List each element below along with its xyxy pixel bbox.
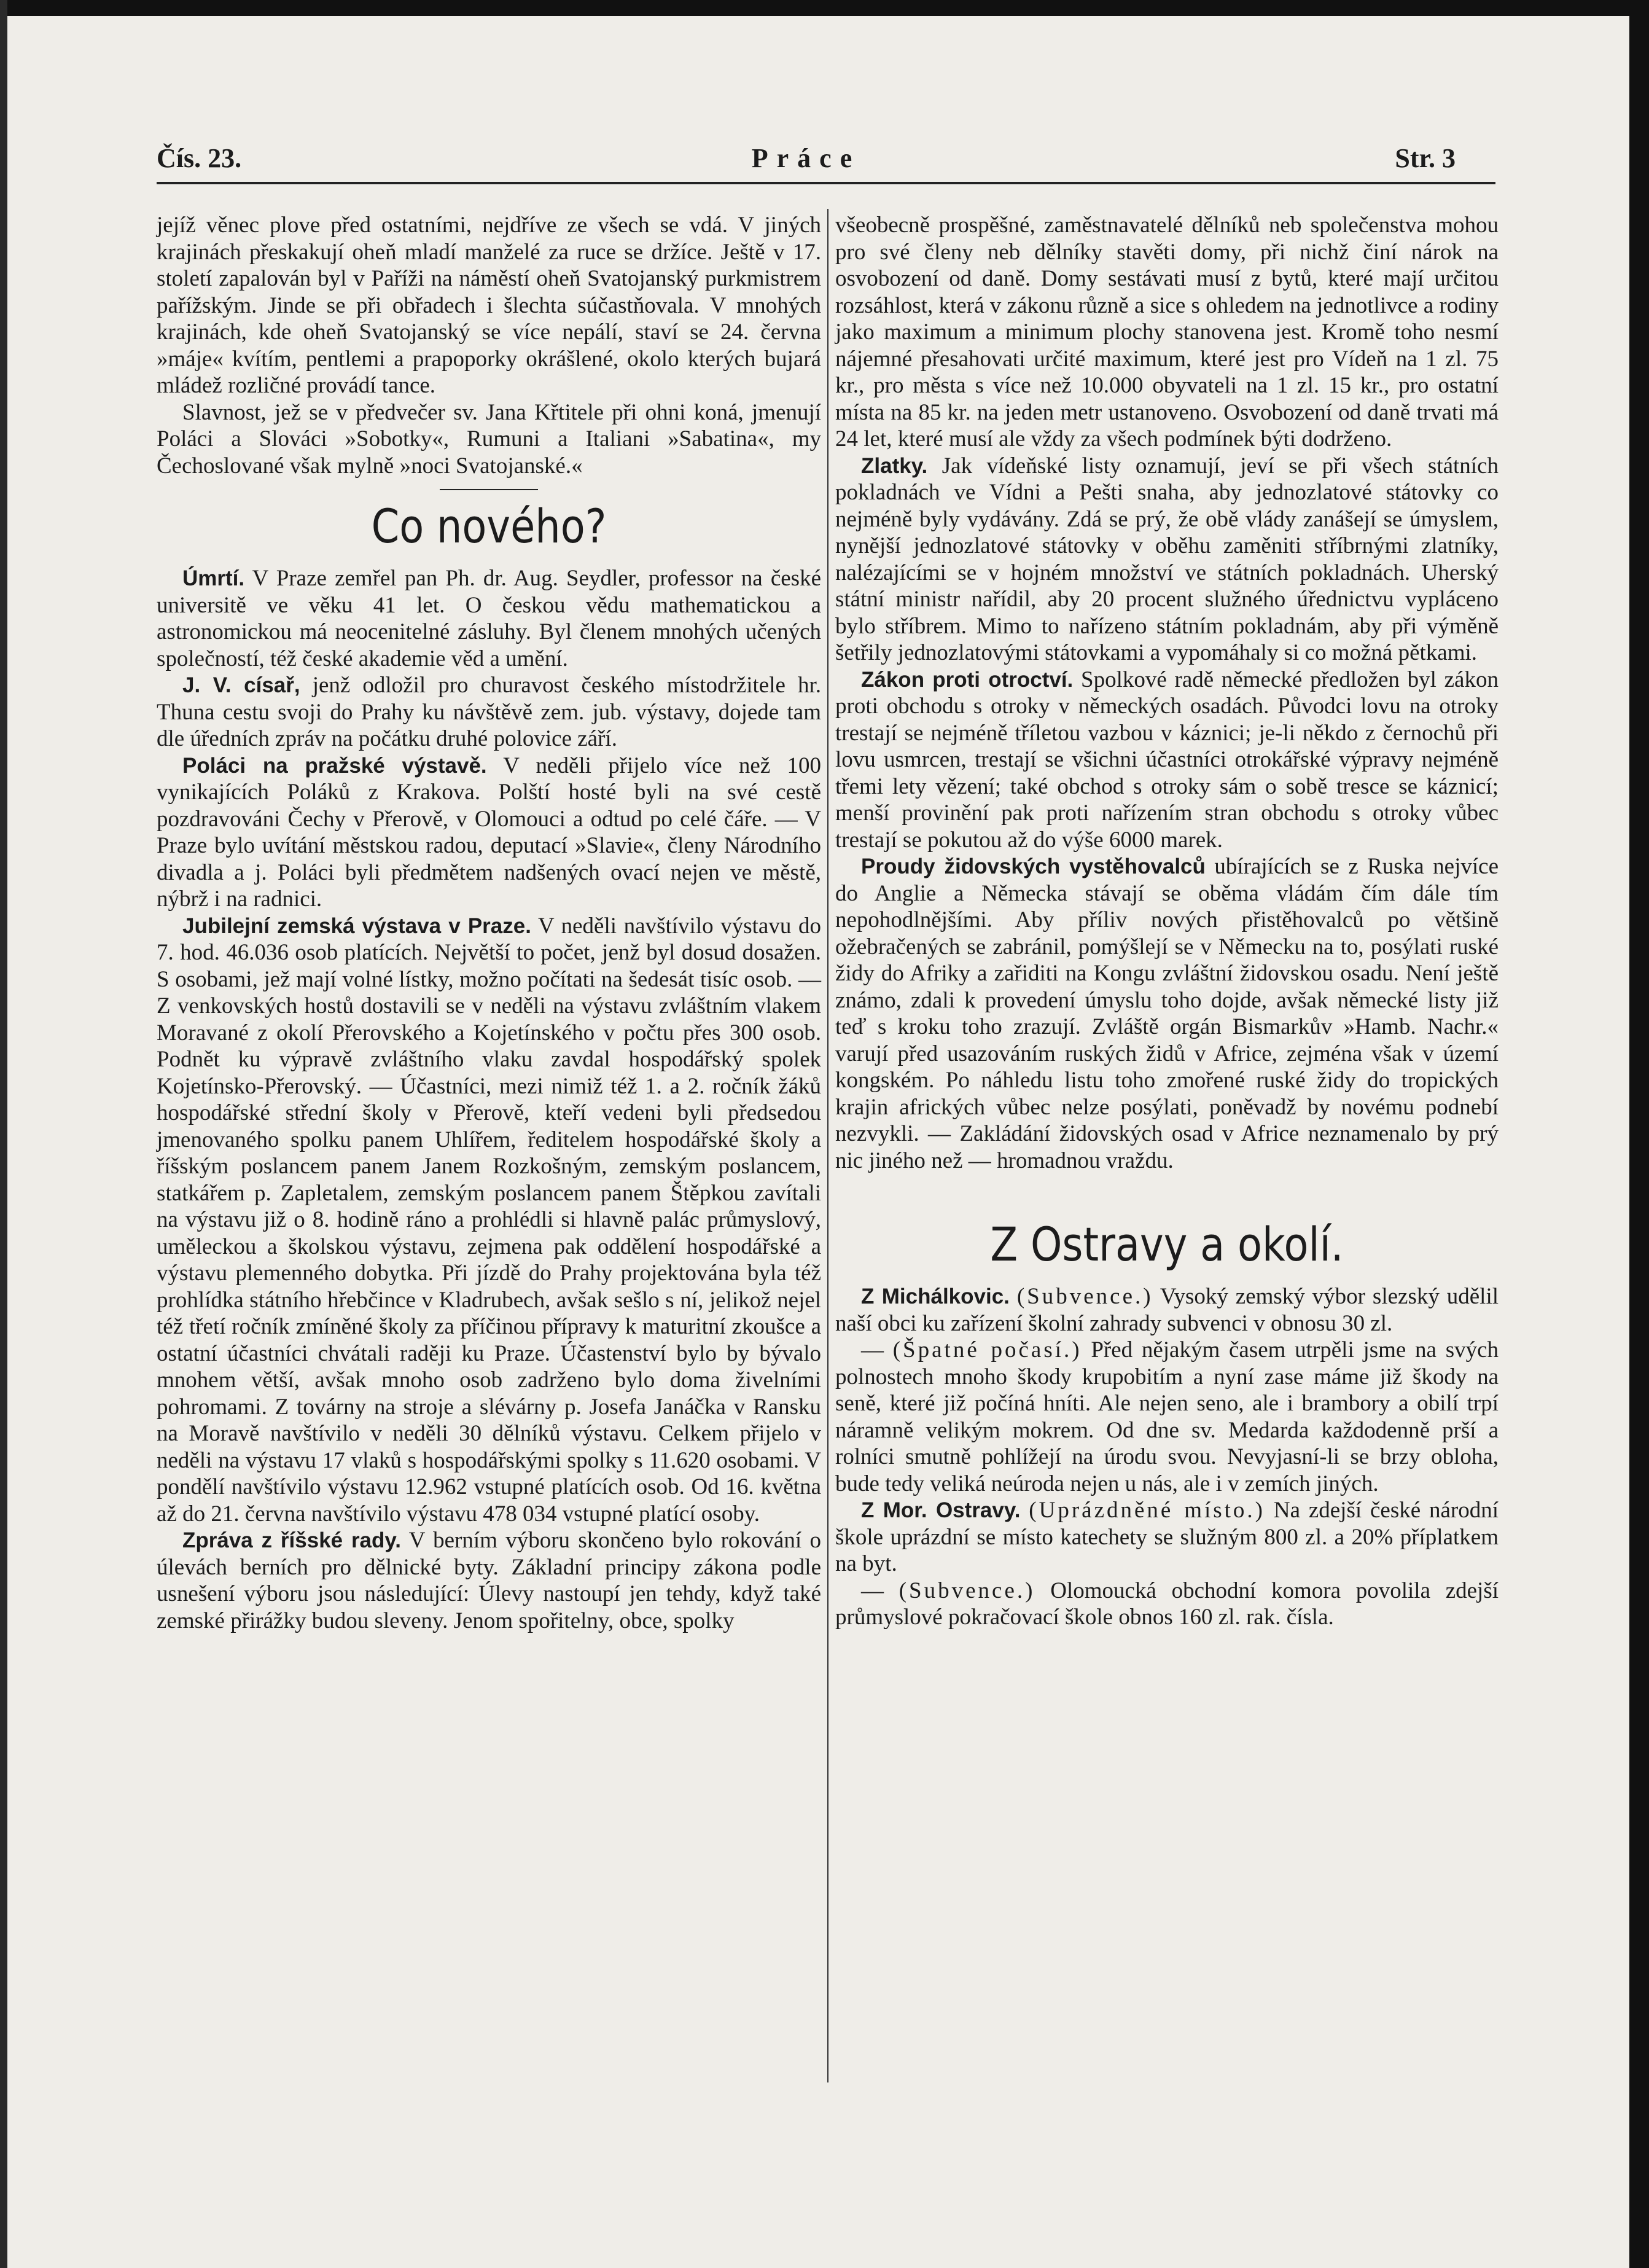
news-item-subvence — [835, 1578, 1499, 1631]
page-header — [157, 143, 1456, 179]
scan-edge-top — [0, 0, 1649, 16]
news-item-pocasi — [835, 1337, 1499, 1497]
news-lead: Z Mor. Ostravy. — [861, 1498, 1021, 1522]
news-lead: Z Michálkovic. — [861, 1285, 1010, 1308]
news-text: ubírajících se z Ruska nejvíce do Anglie a Německa stávají se oběma vládám čím dále tím nepohodlnějšími. Aby příliv nových přistěhovalců po většině ožebračených se zabránil, pomýšlejí se v Německu na to, posýlati ruské židy do Afriky a zařiditi na Kongu zvláštní židovskou osadu. Není ještě známo, zdali k provedení úmyslu toho dojde, avšak německé listy již teď s kroku toho zrazují. Zvláště orgán Bismarkův »Hamb. Nachr.« varují před usazováním ruských židů v Africe, zejména však v území kongském. Po náhledu listu toho zmořené ruské židy do tropických krajin afrických vůbec nelze posýlati, poněvadž by novému podnebí nezvykli. — Zakládání židovských osad v Africe neznamenalo by prý nic jiného než — hromadnou vraždu. — [835, 854, 1499, 1173]
news-tag: (Uprázdněné místo.) — [1029, 1498, 1265, 1523]
scan-edge-right — [1629, 0, 1649, 2268]
section-title-news: Co nového? — [371, 499, 607, 553]
news-text: V berním výboru skončeno bylo rokování o úlevách berních pro dělnické byty. Základní principy zákona podle usnešení výboru jsou následující: Úlevy nastoupí jen tehdy, když také zemské přirážky budou sleveny. Jenom spořitelny, obce, spolky — [157, 1528, 821, 1633]
news-item-polaci — [157, 753, 821, 913]
news-item-umrti — [157, 565, 821, 672]
news-lead: Poláci na pražské výstavě. — [182, 753, 487, 778]
article-continuation: jejíž věnec plove před ostatními, nejdříve ze všech se vdá. V jiných krajinách přeskakují oheň mladí manželé za ruce se držíce. Ještě v 17. století zapalován byl v Paříži na náměstí oheň Svatojanský purkmistrem pařížským. Jinde se při obřadech i šlechta súčastňovala. V mnohých krajinách, kde oheň Svatojanský se více nepálí, staví se 24. června »máje« kvítím, pentlemi a prapoporky okrášlené, okolo kterých bujará mládež rozličné provádí tance. — [157, 213, 821, 398]
news-text: Olomoucká obchodní komora povolila zdejší průmyslové pokračovací škole obnos 160 zl. rak. čísla. — [835, 1578, 1499, 1630]
news-text: V Praze zemřel pan Ph. dr. Aug. Seydler, professor na české universitě ve věku 41 let. O českou vědu mathematickou a astronomickou má neocenitelné zásluhy. Byl členem mnohých učených společností, též české akademie věd a umění. — [157, 566, 821, 671]
news-text: Spolkové radě německé předložen byl zákon proti obchodu s otroky v německých osadách. Původci lovu na otroky trestají se nejméně tříletou vazbou v káznici; je-li někdo z černochů při lovu usmrcen, trestají se všichni účastníci otrokářské výpravy nejméně třemi lety vězení; také obchod s otroky sám o sobě tresce se káznicí; menší provinění pak proti nařízením stran obchodu s otroky vůbec trestají se pokutou až do výše 6000 marek. — [835, 667, 1499, 853]
issue-number: Čís. 23. — [157, 143, 242, 173]
news-dash: — — [861, 1578, 884, 1603]
news-tag: (Subvence.) — [899, 1578, 1035, 1603]
article-separator — [440, 489, 538, 490]
news-text: Před nějakým časem utrpěli jsme na svých polnostech mnoho škody krupobitím a nyní zase máme již škody na seně, které již počíná hníti. Ale nejen seno, ale i brambory a obilí trpí náramně velikým mokrem. Od dne sv. Medarda každodenně prší a rolníci smutně pohlížejí na úrodu svou. Nevyjasní-li se brzy obloha, bude tedy veliká neúroda nejen u nás, ale i v zemích jiných. — [835, 1337, 1499, 1496]
news-item-risska-rada — [157, 1527, 821, 1634]
news-item-vystehovalci — [835, 853, 1499, 1174]
news-lead: Zlatky. — [861, 453, 928, 478]
news-item-michalkovice — [835, 1283, 1499, 1337]
news-text: Na zdejší české národní škole uprázdní se místo katechety se služným 800 zl. a 20% příplatkem na byt. — [835, 1498, 1499, 1576]
news-lead: Zákon proti otroctví. — [861, 667, 1074, 692]
news-text: V neděli přijelo více než 100 vynikajících Poláků z Krakova. Polští hosté byli na své cestě pozdravováni Čechy v Přerově, v Olomouci a odtud po celé čáře. — V Praze bylo uvítání městskou radou, deputací »Slavie«, členy Národního divadla a j. Poláci byli předmětem nadšených ovací nejen ve městě, nýbrž i na radnici. — [157, 753, 821, 912]
news-item-zlatky — [835, 453, 1499, 667]
news-item-vystava — [157, 913, 821, 1528]
news-text: jenž odložil pro churavost českého místodržitele hr. Thuna cestu svoji do Prahy ku návštěvě zem. jub. výstavy, dojede tam dle úředních zpráv na počátku druhé polovice září. — [157, 673, 822, 751]
right-column — [835, 212, 1499, 2043]
news-text: Jak vídeňské listy oznamují, jeví se při všech státních pokladnách ve Vídni a Pešti snaha, aby jednozlatové státovky co nejméně byly vydávány. Zdá se prý, že obě vlády zanášejí se úmyslem, nynější jednozlatové státovky v oběhu zaměniti stříbrnými zlatníky, nalézajícími se v hojném množství ve státních pokladnách. Uherský státní ministr nařídil, aby 20 procent služného úřednictvu vypláceno bylo stříbrem. Mimo to nařízeno státním pokladnám, aby při výměně šetřily jednozlatovými státovkami a vypomáhaly si co možná pětkami. — [835, 453, 1499, 665]
section-title-ostrava: Z Ostravy a okolí. — [990, 1217, 1344, 1272]
news-tag: (Subvence.) — [1016, 1284, 1153, 1309]
news-text: Vysoký zemský výbor slezský udělil naší obci ku zařízení školní zahrady subvenci v obnosu 30 zl. — [835, 1284, 1499, 1336]
left-column — [157, 212, 821, 2079]
article-paragraph: Slavnost, jež se v předvečer sv. Jana Křtitele při ohni koná, jmenují Poláci a Slováci »Sobotky«, Rumuni a Italiani »Sabatina«, my Čechoslované však mylně »noci Svatojanské.« — [157, 399, 821, 479]
newspaper-title: Práce — [751, 143, 861, 173]
news-lead: Proudy židovských vystěhovalců — [861, 854, 1206, 878]
news-text: V neděli navštívilo výstavu do 7. hod. 46.036 osob platících. Největší to počet, jenž byl dosud dosažen. S osobami, jež mají volné lístky, možno počítati na šedesát tisíc osob. — Z venkovských hostů dostavili se v neděli na výstavu zvláštním vlakem Moravané z okolí Přerovského a Kojetínského v počtu přes 300 osob. Podnět ku výpravě zvláštního vlaku zavdal hospodářský spolek Kojetínsko-Přerovský. — Účastníci, mezi nimiž též 1. a 2. ročník žáků hospodářské střední školy v Přerově, kteří vedeni byli předsedou jmenovaného spolku panem Uhlířem, ředitelem hospodářské školy a říšským poslancem panem Janem Rozkošným, zemským poslancem, statkářem p. Zapletalem, zemským poslancem panem Štěpkou zavítali na výstavu již o 8. hodině ráno a prohlédli si hlavně palác průmyslový, uměleckou a školskou výstavu, zejmena pak oddělení hospodářské a výstavu plemenného dobytka. Při jízdě do Prahy projektována byla též prohlídka státního hřebčince v Kladrubech, avšak sešlo s ní, jelikož nejel též třetí ročník zmíněné školy za příčinou přípravy k maturitní zkoušce a ostatní účastníci chvátali raději ku Praze. Účastenství bylo by bývalo mnohem větší, avšak mnoho osob zadrženo bylo doma živelními pohromami. Z továrny na stroje a slévárny p. Josefa Janáčka v Ransku na Moravě navštívilo v neděli 30 dělníků výstavu. Celkem přijelo v neděli na výstavu 17 vlaků s hospodářskými spolky s 11.620 osobami. V pondělí navštívilo výstavu 12.962 vstupné platících osob. Od 16. května až do 21. června navštívilo výstavu 478 034 vstupné platící osoby. — [157, 913, 821, 1527]
news-lead: Zpráva z říšské rady. — [182, 1528, 401, 1552]
news-item-mor-ostrava — [835, 1497, 1499, 1578]
news-tag: (Špatné počasí.) — [892, 1337, 1082, 1363]
page-number: Str. 3 — [1395, 143, 1456, 173]
news-lead: Úmrtí. — [182, 566, 245, 590]
news-lead: J. V. císař, — [182, 673, 300, 697]
header-rule — [157, 182, 1495, 184]
article-continuation: všeobecně prospěšné, zaměstnavatelé dělníků neb společenstva mohou pro své členy neb dělníky stavěti domy, při nichž činí nárok na osvobození od daně. Domy sestávati musí z bytů, které mají určitou rozsáhlost, která v zákonu různě a sice s ohledem na jednotlivce a rodiny jako maximum a minimum plochy stanovena jest. Kromě toho nesmí nájemné přesahovati určité maximum, které jest pro Vídeň na 1 zl. 75 kr., pro města s více než 10.000 obyvateli na 1 zl. 15 kr., pro ostatní místa na 85 kr. na jeden metr ustanoveno. Osvobození od daně trvati má 24 let, které musí ale vždy za všech podmínek býti dodrženo. — [835, 213, 1499, 452]
news-item-cisar — [157, 672, 821, 753]
scan-edge-left — [0, 0, 7, 2268]
news-dash: — — [861, 1337, 884, 1363]
column-divider — [827, 209, 828, 2082]
news-lead: Jubilejní zemská výstava v Praze. — [182, 913, 531, 938]
news-item-otroctvi — [835, 667, 1499, 854]
